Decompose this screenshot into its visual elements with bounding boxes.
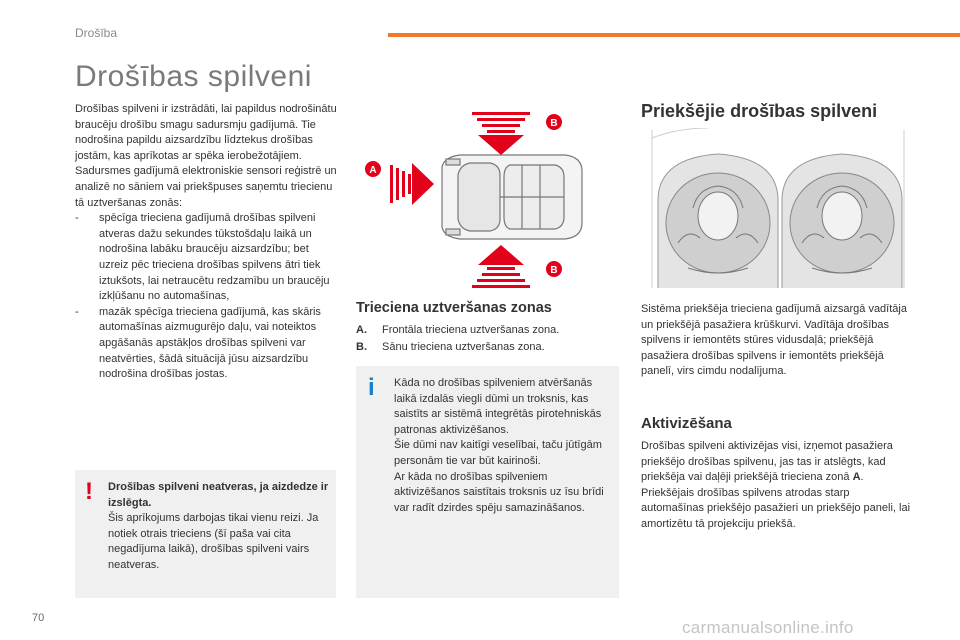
car-top-view-diagram (350, 105, 600, 290)
side-impact-arrow-bottom (472, 245, 530, 288)
front-airbags-description (641, 302, 911, 380)
list-item (75, 211, 340, 305)
info-icon: i (368, 374, 375, 401)
driver-seat-figure (658, 154, 778, 288)
info-text (394, 376, 616, 516)
passenger-seat-figure (782, 154, 902, 288)
activation-text-part: Drošības spilveni aktivizējas visi, izņemot pasažiera priekšējo drošības spilvenu, jas tas ir atslēgts, kad priekšēja vai daļēji priekšējā trieciena zonā (641, 440, 893, 484)
side-impact-arrow-top (472, 112, 530, 155)
front-airbags-heading: Priekšējie drošības spilveni (641, 101, 878, 121)
intro-text (75, 102, 340, 383)
activation-text-part: . (860, 471, 864, 484)
info-paragraph: Kāda no drošības spilveniem atvēršanās laikā izdalās viegli dūmi un troksnis, kas saistīts ar sistēmā integrētās pirotehniskās patronas aktivizēšanos. (394, 377, 602, 436)
front-impact-arrow (390, 163, 434, 205)
warning-body: Šis aprīkojums darbojas tikai vienu reizi. Ja notiek otrais trieciens (šī paša vai cita negadījuma laikā), drošības spilveni vairs neatveras. (108, 512, 319, 571)
car-outline (442, 155, 582, 239)
marker-a-label: A (369, 165, 377, 176)
zone-text: Sānu trieciena uztveršanas zona. (382, 341, 545, 353)
marker-b-top-label: B (550, 118, 558, 129)
zone-item (356, 322, 616, 339)
zones-list (356, 322, 616, 356)
zone-item (356, 339, 616, 356)
section-label: Drošība (75, 26, 118, 40)
dash-bullet: - (75, 212, 79, 225)
header-accent-bar (388, 33, 960, 37)
intro-paragraph: Drošības spilveni ir izstrādāti, lai papildus nodrošinātu braucēju drošību smagu sadursmju gadījumā. Tie nodrošina papildu aizsardzību līdztekus drošības jostām, kas aprīkotas ar spēka ierobežotājiem. (75, 103, 337, 162)
intro-paragraph: Sadursmes gadījumā elektroniskie sensori reģistrē un analizē no sāniem vai priekšpuses saņemtu triecienu tā uztveršanas zonās: (75, 165, 337, 209)
list-item-text: spēcīga trieciena gadījumā drošības spilveni atveras dažu sekundes tūkstošdaļu laikā un nodrošina labāku braucēju aizsardzību; bet uzreiz pēc trieciena drošības spilvens ātri tiek iztukšots, lai netraucētu redzamību un braucēju izkļūšanu no automašīnas, (99, 212, 330, 303)
watermark: carmanualsonline.info (682, 618, 854, 637)
zone-key: A. (356, 324, 367, 336)
zone-reference: A (852, 471, 861, 484)
info-box (356, 366, 619, 598)
front-seats-airbag-illustration (648, 128, 908, 293)
info-paragraph: Ar kāda no drošības spilveniem aktivizēšanos saistītais troksnis uz īsu brīdi var radīt dzirdes spēju samazināšanos. (394, 470, 604, 514)
activation-heading: Aktivizēšana (641, 415, 732, 432)
list-item (75, 305, 340, 383)
zone-text: Frontāla trieciena uztveršanas zona. (382, 324, 560, 336)
list-item-text: mazāk spēcīga trieciena gadījumā, kas skāris automašīnas aizmugurējo daļu, vai noteiktos apgāšanās apstākļos drošības spilveni var neatvērties, šādā situācijā jūsu aizsardzību nodrošina drošības jostas. (99, 305, 321, 381)
warning-heading: Drošības spilveni neatveras, ja aizdedze ir izslēgta. (108, 481, 329, 509)
activation-text (641, 439, 911, 533)
zone-key: B. (356, 341, 367, 353)
marker-b-bottom-label: B (550, 265, 558, 276)
activation-paragraph (641, 439, 911, 486)
dash-bullet: - (75, 305, 79, 318)
activation-paragraph: Priekšējais drošības spilvens atrodas starp automašīnas priekšējo pasažieri un priekšējo paneli, lai amortizētu tā projekciju priekšā. (641, 486, 911, 530)
front-description-paragraph: Sistēma priekšēja trieciena gadījumā aizsargā vadītāja un priekšējā pasažiera krūškurvi. Vadītāja drošības spilvens ir iemontēts stūres vidusdaļā; priekšējā pasažiera drošības spilvens ir iemontēts priekšējā panelī, virs cimdu nodalījuma. (641, 303, 907, 378)
page-title: Drošības spilveni (75, 60, 312, 93)
info-paragraph: Šie dūmi nav kaitīgi veselībai, taču jūtīgām personām tie var būt kairinoši. (394, 439, 602, 467)
warning-box (75, 470, 336, 598)
exclamation-icon: ! (85, 478, 93, 505)
zones-heading: Trieciena uztveršanas zonas (356, 300, 552, 316)
page-number: 70 (32, 612, 45, 624)
warning-text (108, 480, 330, 574)
